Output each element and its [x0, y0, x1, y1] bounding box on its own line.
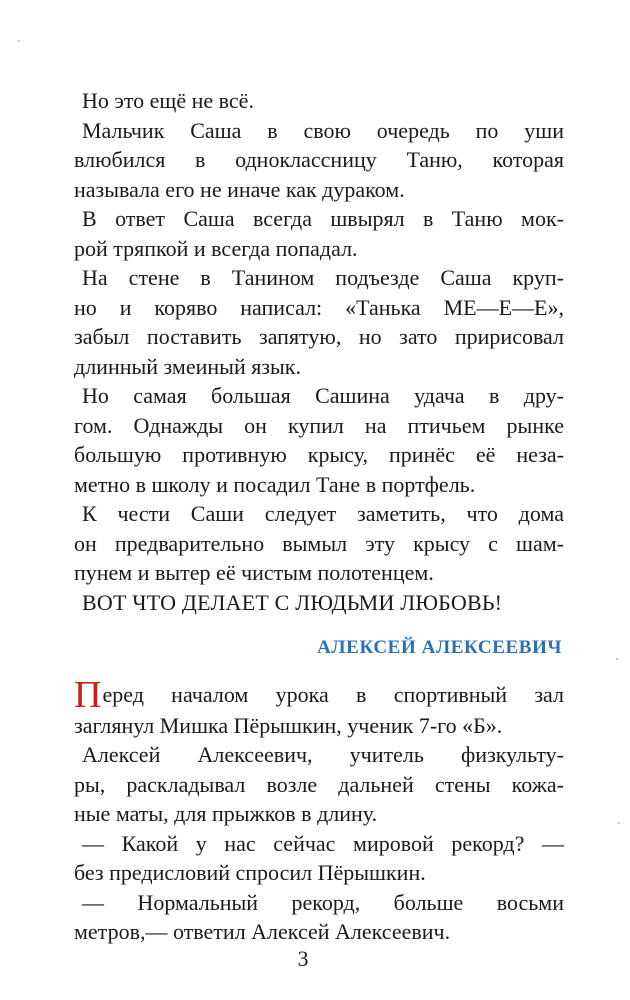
text-line: — Нормальный рекорд, больше восьми	[82, 889, 564, 915]
text-line: метров,— ответил Алексей Алексеевич.	[74, 919, 451, 944]
text-line: но и коряво написал: «Танька МЕ—Е—Е»,	[74, 294, 564, 320]
text-line: без предисловий спросил Пёрышкин.	[74, 860, 426, 885]
text-line: называла его не иначе как дураком.	[74, 176, 405, 202]
text-line: Но самая большая Сашина удача в дру-	[82, 383, 564, 408]
page-number: 3	[297, 946, 309, 971]
scan-speck	[616, 658, 618, 660]
chapter-title: АЛЕКСЕЙ АЛЕКСЕЕВИЧ	[317, 637, 562, 658]
text-line: ные маты, для прыжков в длину.	[74, 801, 378, 826]
text-line: гом. Однажды он купил на птичьем рынке	[74, 412, 564, 438]
paragraph	[74, 888, 564, 947]
text-line: большую противную крысу, принёс её неза-	[74, 442, 564, 467]
paragraph	[74, 740, 564, 829]
text-line-with-dropcap	[74, 674, 564, 716]
story-one-text	[74, 86, 564, 617]
text-line: забыл поставить запятую, но зато пририсовал	[74, 324, 564, 349]
paragraph	[74, 499, 564, 588]
text-line: — Какой у нас сейчас мировой рекорд? —	[82, 830, 564, 856]
scan-speck	[618, 822, 620, 824]
story-two-text	[74, 674, 564, 947]
drop-cap: П	[74, 674, 102, 716]
text-line: еред началом урока в спортивный зал	[102, 682, 564, 707]
text-line: Но это ещё не всё.	[82, 88, 254, 113]
closing-exclamation: ВОТ ЧТО ДЕЛАЕТ С ЛЮДЬМИ ЛЮБОВЬ!	[82, 589, 503, 615]
paragraph	[74, 381, 564, 499]
text-line: метно в школу и посадил Тане в портфель.	[74, 471, 476, 497]
paragraph	[74, 86, 564, 116]
paragraph	[74, 674, 564, 740]
text-line: заглянул Мишка Пёрышкин, ученик 7-го «Б».	[74, 712, 503, 738]
paragraph	[74, 116, 564, 205]
text-line: влюбился в одноклассницу Таню, которая	[74, 147, 564, 172]
text-line: Мальчик Саша в свою очередь по уши	[82, 117, 564, 143]
paragraph	[74, 204, 564, 263]
text-line: В ответ Саша всегда швырял в Таню мок-	[82, 206, 564, 231]
text-line: На стене в Танином подъезде Саша круп-	[82, 265, 564, 290]
text-line: он предварительно вымыл эту крысу с шам-	[74, 530, 564, 556]
text-line: рой тряпкой и всегда попадал.	[74, 235, 358, 261]
paragraph	[74, 263, 564, 381]
scan-speck	[18, 40, 20, 42]
text-line: пунем и вытер её чистым полотенцем.	[74, 560, 434, 585]
text-line: К чести Саши следует заметить, что дома	[82, 501, 564, 526]
text-line: ры, раскладывал возле дальней стены кожа-	[74, 771, 564, 797]
paragraph	[74, 829, 564, 888]
text-line: Алексей Алексеевич, учитель физкульту-	[82, 742, 564, 767]
text-line: длинный змеиный язык.	[74, 353, 301, 379]
